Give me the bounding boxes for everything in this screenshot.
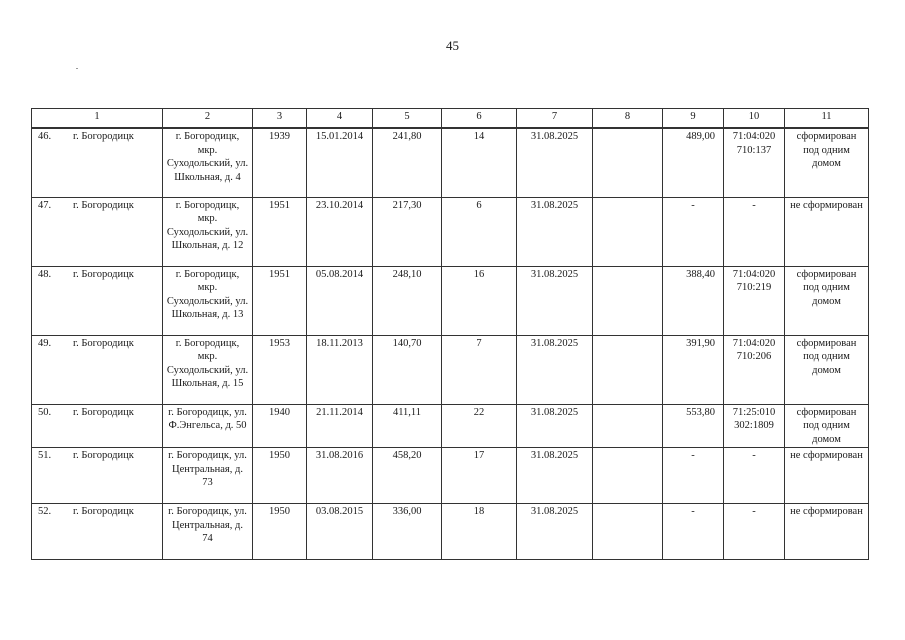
land-area-cell: 391,90 <box>663 335 724 404</box>
table-row <box>32 266 869 335</box>
column-header: 9 <box>663 109 724 129</box>
column-8-cell <box>593 448 663 504</box>
table-row <box>32 197 869 266</box>
land-area-cell: 489,00 <box>663 128 724 197</box>
land-status-cell: сформирован под одним домом <box>785 404 869 448</box>
cadastral-number-cell: 71:25:010 302:1809 <box>724 404 785 448</box>
date-cell: 03.08.2015 <box>307 504 373 560</box>
number-and-city-cell <box>32 335 163 404</box>
number-and-city-cell <box>32 504 163 560</box>
column-header: 5 <box>373 109 442 129</box>
deadline-cell: 31.08.2025 <box>517 335 593 404</box>
year-cell: 1950 <box>253 504 307 560</box>
land-area-cell: 388,40 <box>663 266 724 335</box>
year-cell: 1950 <box>253 448 307 504</box>
residents-cell: 22 <box>442 404 517 448</box>
number-and-city-cell <box>32 197 163 266</box>
address-cell: г. Богородицк, мкр. Суходольский, ул. Школьная, д. 12 <box>163 197 253 266</box>
residents-cell: 18 <box>442 504 517 560</box>
land-status-cell: сформирован под одним домом <box>785 335 869 404</box>
address-cell: г. Богородицк, мкр. Суходольский, ул. Школьная, д. 13 <box>163 266 253 335</box>
column-header: 3 <box>253 109 307 129</box>
column-header: 7 <box>517 109 593 129</box>
row-number: 52. <box>38 506 52 518</box>
city-name: г. Богородицк <box>73 131 134 142</box>
land-area-cell: - <box>663 448 724 504</box>
column-header: 2 <box>163 109 253 129</box>
address-cell: г. Богородицк, мкр. Суходольский, ул. Школьная, д. 4 <box>163 128 253 197</box>
residents-cell: 17 <box>442 448 517 504</box>
year-cell: 1939 <box>253 128 307 197</box>
land-status-cell: не сформирован <box>785 448 869 504</box>
column-8-cell <box>593 128 663 197</box>
date-cell: 05.08.2014 <box>307 266 373 335</box>
city-name: г. Богородицк <box>73 450 134 462</box>
cadastral-number-cell: - <box>724 197 785 266</box>
column-8-cell <box>593 504 663 560</box>
row-number: 50. <box>38 406 52 418</box>
column-8-cell <box>593 404 663 448</box>
number-and-city-cell <box>32 128 163 197</box>
deadline-cell: 31.08.2025 <box>517 266 593 335</box>
cadastral-number-cell: 71:04:020 710:137 <box>724 128 785 197</box>
number-and-city-cell <box>32 404 163 448</box>
column-8-cell <box>593 266 663 335</box>
area-cell: 411,11 <box>373 404 442 448</box>
row-number: 51. <box>38 450 52 462</box>
column-8-cell <box>593 335 663 404</box>
deadline-cell: 31.08.2025 <box>517 448 593 504</box>
area-cell: 140,70 <box>373 335 442 404</box>
residents-cell: 16 <box>442 266 517 335</box>
cadastral-number-cell: 71:04:020 710:206 <box>724 335 785 404</box>
date-cell: 21.11.2014 <box>307 404 373 448</box>
column-8-cell <box>593 197 663 266</box>
table-row <box>32 404 869 448</box>
address-cell: г. Богородицк, ул. Центральная, д. 74 <box>163 504 253 560</box>
table-row <box>32 448 869 504</box>
row-number: 48. <box>38 268 52 280</box>
deadline-cell: 31.08.2025 <box>517 504 593 560</box>
year-cell: 1940 <box>253 404 307 448</box>
area-cell: 336,00 <box>373 504 442 560</box>
address-cell: г. Богородицк, ул. Центральная, д. 73 <box>163 448 253 504</box>
residents-cell: 7 <box>442 335 517 404</box>
column-header: 1 <box>32 109 163 129</box>
table-row <box>32 128 869 197</box>
row-number: 49. <box>38 337 52 349</box>
land-status-cell: не сформирован <box>785 504 869 560</box>
date-cell: 15.01.2014 <box>307 128 373 197</box>
land-area-cell: 553,80 <box>663 404 724 448</box>
year-cell: 1953 <box>253 335 307 404</box>
cadastral-number-cell: - <box>724 504 785 560</box>
city-name: г. Богородицк <box>73 268 134 280</box>
address-cell: г. Богородицк, мкр. Суходольский, ул. Школьная, д. 15 <box>163 335 253 404</box>
column-header: 10 <box>724 109 785 129</box>
deadline-cell: 31.08.2025 <box>517 128 593 197</box>
table-row <box>32 335 869 404</box>
row-number: 46. <box>38 131 52 142</box>
city-name: г. Богородицк <box>73 406 134 418</box>
address-cell: г. Богородицк, ул. Ф.Энгельса, д. 50 <box>163 404 253 448</box>
scan-artifact <box>76 68 78 69</box>
residents-cell: 14 <box>442 128 517 197</box>
table-row <box>32 504 869 560</box>
deadline-cell: 31.08.2025 <box>517 197 593 266</box>
area-cell: 217,30 <box>373 197 442 266</box>
date-cell: 31.08.2016 <box>307 448 373 504</box>
cadastral-number-cell: 71:04:020 710:219 <box>724 266 785 335</box>
table-body <box>32 128 869 560</box>
land-status-cell: сформирован под одним домом <box>785 128 869 197</box>
cadastral-number-cell: - <box>724 448 785 504</box>
page-number: 45 <box>446 38 459 53</box>
residents-cell: 6 <box>442 197 517 266</box>
land-status-cell: сформирован под одним домом <box>785 266 869 335</box>
column-header: 11 <box>785 109 869 129</box>
area-cell: 458,20 <box>373 448 442 504</box>
date-cell: 18.11.2013 <box>307 335 373 404</box>
column-header: 6 <box>442 109 517 129</box>
deadline-cell: 31.08.2025 <box>517 404 593 448</box>
row-number: 47. <box>38 199 52 211</box>
number-and-city-cell <box>32 266 163 335</box>
year-cell: 1951 <box>253 197 307 266</box>
column-header: 4 <box>307 109 373 129</box>
area-cell: 248,10 <box>373 266 442 335</box>
table-header-row <box>32 109 869 129</box>
year-cell: 1951 <box>253 266 307 335</box>
date-cell: 23.10.2014 <box>307 197 373 266</box>
city-name: г. Богородицк <box>73 506 134 518</box>
housing-registry-table <box>31 108 869 560</box>
land-area-cell: - <box>663 504 724 560</box>
number-and-city-cell <box>32 448 163 504</box>
column-header: 8 <box>593 109 663 129</box>
city-name: г. Богородицк <box>73 199 134 211</box>
area-cell: 241,80 <box>373 128 442 197</box>
city-name: г. Богородицк <box>73 337 134 349</box>
land-area-cell: - <box>663 197 724 266</box>
land-status-cell: не сформирован <box>785 197 869 266</box>
